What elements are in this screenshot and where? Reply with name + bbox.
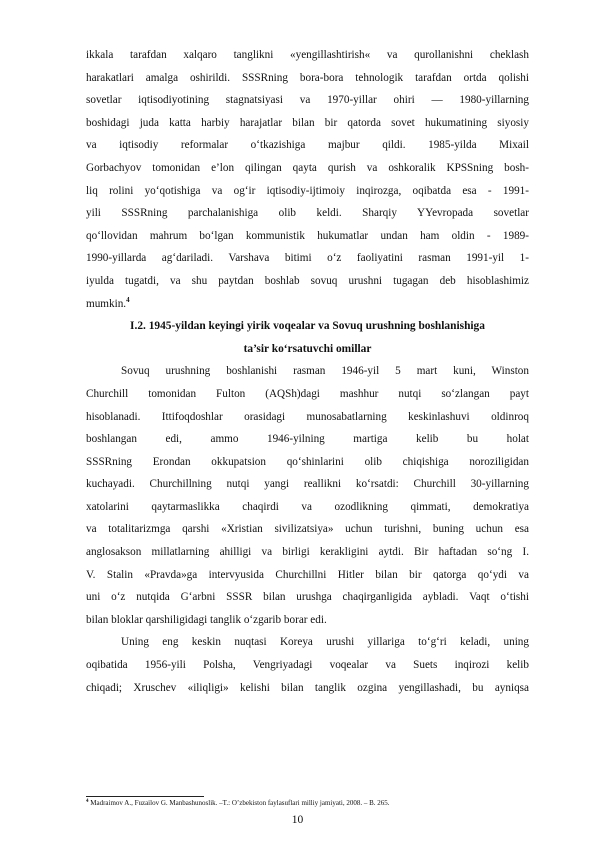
- text-line: va totalitarizmga qarshi «Xristian sivilizatsiya» uchun turishni, buning uchun esa: [86, 523, 529, 536]
- text-line: yili SSSRning parchalanishiga olib keldi. Sharqiy YYevropada sovetlar: [86, 207, 529, 220]
- page-number: 10: [291, 814, 304, 826]
- footnote-separator: [86, 796, 204, 797]
- text-line: boshlangan edi, ammo 1946-yilning martiga kelib bu holat: [86, 433, 529, 446]
- text-line: uni o‘z nutqida G‘arbni SSSR bilan urushga chaqirganligida aybladi. Vaqt o‘tishi: [86, 591, 529, 604]
- footnote-marker: 4: [86, 799, 89, 804]
- text-line: SSSRning Erondan okkupatsion qo‘shinlarini olib chiqishiga noroziligidan: [86, 455, 529, 468]
- text-line: kuchayadi. Churchillning nutqi yangi reallikni ko‘rsatdi: Churchill 30-yillarning: [86, 478, 529, 491]
- text-line: anglosakson millatlarning ahilligi va birligi kerakligini aytdi. Bir haftadan so‘ng I.: [86, 546, 529, 559]
- paragraph-2: [86, 360, 529, 631]
- paragraph-1: [86, 44, 529, 315]
- text-line: harakatlari amalga oshirildi. SSSRning bora-bora tehnologik tarafdan ortda qolishi: [86, 71, 529, 84]
- text-line: sovetlar iqtisodiyotining stagnatsiyasi va 1970-yillar ohiri — 1980-yillarning: [86, 94, 529, 107]
- section-heading: [86, 315, 529, 360]
- text-line: hisoblanadi. Ittifoqdoshlar orasidagi munosabatlarning keskinlashuvi oldinroq: [86, 410, 529, 423]
- text-line: chiqadi; Xruschev «iliqligi» kelishi bilan tanglik ozgina yengillashadi, bu ayniqsa: [86, 681, 529, 694]
- text-line: Gorbachyov tomonidan e’lon qilingan qayta qurish va oshkoralik KPSSning bosh-: [86, 161, 529, 174]
- text-line: ikkala tarafdan xalqaro tanglikni «yengillashtirish« va qurollanishni cheklash: [86, 49, 529, 61]
- footnote-reference[interactable]: 4: [126, 295, 130, 304]
- text-line: Churchill tomonidan Fulton (AQSh)dagi mashhur nutqi so‘zlangan payt: [86, 387, 529, 400]
- text-line: oqibatida 1956-yili Polsha, Vengriyadagi voqealar va Suets inqirozi kelib: [86, 659, 529, 672]
- text-line: qo‘llovidan mahrum bo‘lgan kommunistik hukumatlar undan ham oldin - 1989-: [86, 229, 529, 242]
- text-line: V. Stalin «Pravda»ga intervyusida Churchillni Hitler bilan bir qatorga qo‘ydi va: [86, 568, 529, 581]
- text-line: Uning eng keskin nuqtasi Koreya urushi yillariga to‘g‘ri keladi, uning: [121, 636, 529, 649]
- text-line: bilan bloklar qarshiligidagi tanglik o‘zgarib borar edi.: [86, 613, 327, 626]
- text-line: Sovuq urushning boshlanishi rasman 1946-yil 5 mart kuni, Winston: [121, 365, 529, 378]
- paragraph-3: [86, 631, 529, 699]
- page-body: [86, 44, 529, 699]
- text-line: boshidagi juda katta harbiy harajatlar bilan bir qatorda sovet hukumatining siyosiy: [86, 116, 529, 129]
- text-line: 1990-yillarda ag‘darіladi. Varshava bitimi o‘z faoliyatini rasman 1991-yil 1-: [86, 252, 529, 265]
- section-heading-line-2: ta’sir ko‘rsatuvchi omillar: [243, 342, 372, 355]
- text-line: va iqtisodiy reformalar o‘tkazishiga majbur qildi. 1985-yilda Mixail: [86, 139, 529, 152]
- text-line: xatolarini qaytarmaslikka chaqirdi va ozodlikning qimmati, demokratiya: [86, 500, 529, 513]
- text-line: iyulda tugatdi, va shu paytdan boshlab sovuq urushni tugagan deb hisoblashimiz: [86, 274, 529, 287]
- footnote: [86, 799, 529, 808]
- section-heading-line-1: I.2. 1945-yildan keyingi yirik voqealar va Sovuq urushning boshlanishiga: [130, 320, 485, 333]
- footnote-text: Madraimov A., Fuzailov G. Manbashunoslik. –T.: O’zbekiston faylasuflari milliy jamiyati, 2008. – B. 265.: [88, 799, 390, 807]
- text-line: liq rolini yo‘qotishiga va og‘ir iqtisodiy-ijtimoiy inqirozga, oqibatda esa - 1991-: [86, 184, 529, 197]
- text-line-content: mumkin.: [86, 297, 127, 310]
- text-line: [86, 293, 529, 316]
